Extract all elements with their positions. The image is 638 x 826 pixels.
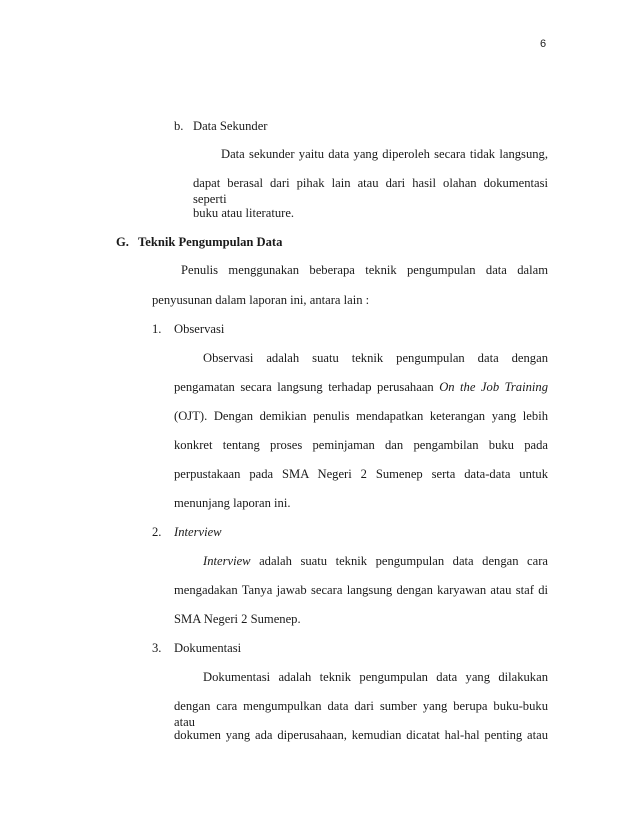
paragraph-line: dengan cara mengumpulkan data dari sumber yang berupa buku-buku atau [174,699,548,729]
list-marker: 3. [152,641,162,655]
text-run: pengamatan secara langsung terhadap perusahaan [174,380,440,394]
paragraph-line: (OJT). Dengan demikian penulis mendapatkan keterangan yang lebih [174,409,548,423]
paragraph-line: perpustakaan pada SMA Negeri 2 Sumenep serta data-data untuk [174,467,548,481]
list-marker: b. [174,119,184,133]
italic-term: Interview [203,554,251,568]
italic-term: On the Job Training [439,380,548,394]
paragraph-line: dapat berasal dari pihak lain atau dari hasil olahan dokumentasi seperti [193,176,548,206]
section-marker: G. [116,235,129,249]
paragraph-line: Dokumentasi adalah teknik pengumpulan data yang dilakukan [203,670,548,684]
paragraph-line [203,553,548,569]
text-run: adalah suatu teknik pengumpulan data dengan cara [250,554,548,568]
paragraph-line: menunjang laporan ini. [174,496,291,510]
subheading-dokumentasi: Dokumentasi [174,641,242,655]
paragraph-line: Observasi adalah suatu teknik pengumpulan data dengan [203,351,548,365]
paragraph-line: Penulis menggunakan beberapa teknik pengumpulan data dalam [181,263,548,277]
paragraph-line: penyusunan dalam laporan ini, antara lain : [152,293,370,307]
paragraph-line: SMA Negeri 2 Sumenep. [174,612,301,626]
page-number: 6 [540,38,547,50]
paragraph-line: mengadakan Tanya jawab secara langsung dengan karyawan atau staf di [174,583,548,597]
paragraph-line: dokumen yang ada diperusahaan, kemudian dicatat hal-hal penting atau [174,728,548,742]
paragraph-line: Data sekunder yaitu data yang diperoleh secara tidak langsung, [221,147,548,161]
paragraph-line: buku atau literature. [193,206,295,220]
subheading-data-sekunder: Data Sekunder [193,119,268,133]
subheading-interview: Interview [174,525,222,539]
subheading-observasi: Observasi [174,322,225,336]
paragraph-line: konkret tentang proses peminjaman dan pengambilan buku pada [174,438,548,452]
list-marker: 1. [152,322,162,336]
list-marker: 2. [152,525,162,539]
section-heading: Teknik Pengumpulan Data [138,235,283,249]
paragraph-line [174,379,548,395]
